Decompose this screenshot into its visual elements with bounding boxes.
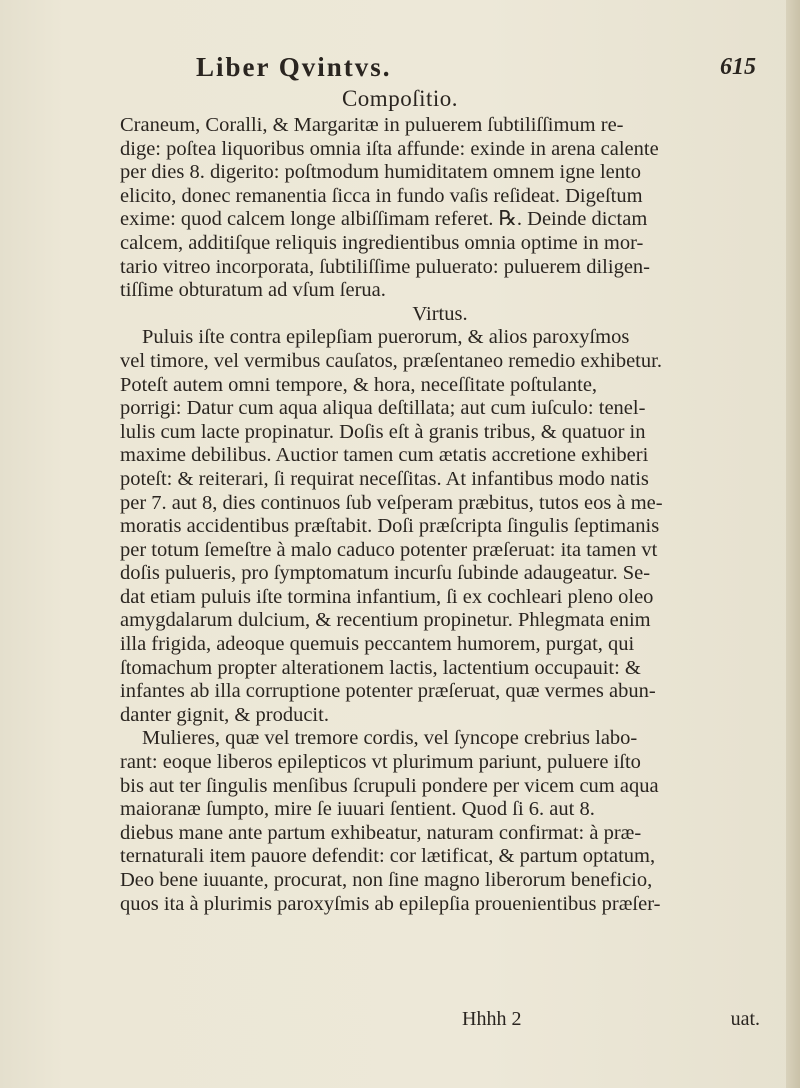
text-line: ternaturali item pauore defendit: cor lætificat, & partum optatum, bbox=[120, 845, 656, 868]
text-line: infantes ab illa corruptione potenter præſeruat, quæ vermes abun- bbox=[120, 680, 656, 703]
catchword: uat. bbox=[730, 1008, 760, 1030]
page-edge bbox=[786, 0, 800, 1088]
text-line: poteſt: & reiterari, ſi requirat neceſſitas. At infantibus modo natis bbox=[120, 467, 649, 490]
text-line: diebus mane ante partum exhibeatur, naturam confirmat: à præ- bbox=[120, 821, 642, 844]
text-line: Craneum, Coralli, & Margaritæ in puluerem ſubtiliſſimum re- bbox=[120, 114, 624, 136]
text-line: elicito, donec remanentia ſicca in fundo vaſis reſideat. Digeſtum bbox=[120, 184, 643, 207]
text-line: lulis cum lacte propinatur. Doſis eſt à granis tribus, & quatuor in bbox=[120, 420, 646, 443]
text-line: maioranæ ſumpto, mire ſe iuuari ſentient. Quod ſi 6. aut 8. bbox=[120, 798, 595, 821]
page-number: 615 bbox=[720, 54, 756, 80]
page-footer bbox=[420, 1008, 760, 1034]
text-line: exime: quod calcem longe albiſſimam referet. ℞. Deinde dictam bbox=[120, 208, 648, 231]
text-line: quos ita à plurimis paroxyſmis ab epilepſia prouenientibus præſer- bbox=[120, 892, 661, 915]
text-line: Poteſt autem omni tempore, & hora, neceſſitate poſtulante, bbox=[120, 373, 598, 396]
text-line: Deo bene iuuante, procurat, non ſine magno liberorum beneficio, bbox=[120, 869, 653, 891]
text-line: calcem, additiſque reliquis ingredientibus omnia optime in mor- bbox=[120, 231, 644, 254]
text-line: vel timore, vel vermibus cauſatos, præſentaneo remedio exhibetur. bbox=[120, 349, 662, 372]
text-line: amygdalarum dulcium, & recentium propinetur. Phlegmata enim bbox=[120, 609, 651, 632]
text-line: dige: poſtea liquoribus omnia iſta affunde: exinde in arena calente bbox=[120, 137, 659, 160]
signature-mark: Hhhh 2 bbox=[462, 1008, 522, 1030]
text-line: porrigi: Datur cum aqua aliqua deſtillata; aut cum iuſculo: tenel- bbox=[120, 397, 646, 420]
text-line: per totum ſemeſtre à malo caduco potenter præſeruat: ita tamen vt bbox=[120, 538, 658, 561]
section-title: Compoſitio. bbox=[341, 86, 459, 111]
text-line: bis aut ter ſingulis menſibus ſcrupuli pondere per vicem cum aqua bbox=[120, 774, 659, 797]
text-line: illa frigida, adeoque quemuis peccantem humorem, purgat, qui bbox=[120, 633, 635, 656]
text-line: danter gignit, & producit. bbox=[120, 703, 329, 726]
text-line: Puluis iſte contra epilepſiam puerorum, & alios paroxyſmos bbox=[142, 326, 630, 349]
text-line: maxime debilibus. Auctior tamen cum ætatis accretione exhiberi bbox=[120, 444, 649, 467]
text-line: rant: eoque liberos epilepticos vt plurimum pariunt, puluere iſto bbox=[120, 751, 641, 774]
text-line: Mulieres, quæ vel tremore cordis, vel ſyncope crebrius labo- bbox=[142, 727, 638, 750]
text-line: per dies 8. digerito: poſtmodum humiditatem omnem igne lento bbox=[120, 161, 641, 184]
text-line: tiſſime obturatum ad vſum ſerua. bbox=[120, 279, 386, 302]
subheading-virtus: Virtus. bbox=[412, 302, 468, 325]
text-line: dat etiam puluis iſte tormina infantium, ſi ex cochleari pleno oleo bbox=[120, 585, 654, 608]
text-line: per 7. aut 8, dies continuos ſub veſperam præbitus, tutos eos à me- bbox=[120, 491, 663, 514]
text-line: doſis pulueris, pro ſymptomatum incurſu ſubinde adaugeatur. Se- bbox=[120, 562, 651, 585]
text-line: moratis accidentibus præſtabit. Doſi præſcripta ſingulis ſeptimanis bbox=[120, 515, 660, 538]
body-text bbox=[120, 114, 760, 916]
running-head: Liber Qvintvs. bbox=[196, 52, 392, 82]
text-line: ſtomachum propter alterationem lactis, lactentium occupauit: & bbox=[120, 656, 641, 679]
text-line: tario vitreo incorporata, ſubtiliſſime puluerato: puluerem diligen- bbox=[120, 255, 650, 278]
